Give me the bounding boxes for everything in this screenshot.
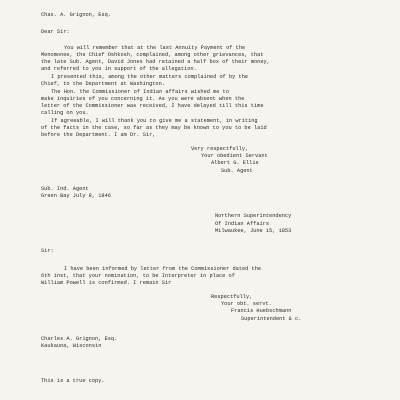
letter1-body-line: If agreeable, I will thank you to give me a statement, in writing bbox=[51, 118, 258, 124]
letter1-body-line: of the facts in the case, so far as they may be known to you to be laid bbox=[41, 125, 267, 131]
letter2-body-line: 6th inst, that your nomination, to be Interpreter in place of bbox=[41, 273, 235, 279]
letter1-body-line: letter of the Commissioner was received, I have delayed till this time bbox=[41, 103, 264, 109]
letter1-signature: Albert G. Ellis bbox=[211, 160, 259, 166]
letter1-body-line: Chief, to the Department at Washington. bbox=[41, 81, 165, 87]
letter2-header-line: Milwaukee, June 15, 1853 bbox=[215, 228, 292, 234]
letter1-body-line: the late Sub. Agent, David Jones had retained a half box of their money, bbox=[41, 59, 270, 65]
letter1-body-line: I presented this, among the other matters complained of by the bbox=[51, 74, 249, 80]
letter1-body-line: You will remember that at the last Annuity Payment of the bbox=[64, 45, 246, 51]
letter2-header-line: Northern Superintendency bbox=[215, 213, 292, 219]
letter1-body-line: before the Department. I am Dr. Sir, bbox=[41, 132, 156, 138]
letter2-body-line: William Powell is confirmed. I remain Sir bbox=[41, 280, 172, 286]
letter1-closing-line: Your obedient Servant bbox=[201, 153, 268, 159]
letter2-body-line: I have been informed by letter from the Commissioner dated the bbox=[64, 266, 262, 272]
letter1-body-line: The Hon. the Commissioner of Indian affairs wished me to bbox=[51, 89, 230, 95]
letter2-signature: Francis Huebschmann bbox=[231, 308, 292, 314]
letter1-body-line: calling on you. bbox=[41, 110, 89, 116]
letter2-closing-line: Your obt. servt. bbox=[221, 301, 272, 307]
letter1-body-line: Menomonee, the Chief Oshkosh, complained, among other grievances, that bbox=[41, 52, 264, 58]
letter1-addressee: Chas. A. Grignon, Esq. bbox=[41, 12, 111, 18]
letter1-body-line: and referred to you in support of the allegation. bbox=[41, 66, 197, 72]
letter1-body-line: make inquiries of you concerning it. As you were absent when the bbox=[41, 96, 245, 102]
letter2-addressee-line: Charles A. Grignon, Esq. bbox=[41, 336, 118, 342]
letter1-closing-line: Sub. Agent bbox=[221, 168, 253, 174]
letter2-header-line: Of Indian Affairs bbox=[215, 221, 270, 227]
letter1-dateline: Sub. Ind. Agent bbox=[41, 186, 89, 192]
letter1-closing-line: Very respectfully, bbox=[191, 146, 249, 152]
letter1-salutation: Dear Sir: bbox=[41, 29, 70, 35]
letter1-dateline: Green Bay July 8, 1846 bbox=[41, 193, 111, 199]
letter2-closing-line: Respectfully, bbox=[211, 294, 253, 300]
letter2-salutation: Sir: bbox=[41, 248, 54, 254]
true-copy-note: This is a true copy. bbox=[41, 378, 105, 384]
letter2-closing-line: Superintendent & c. bbox=[241, 316, 302, 322]
letter2-addressee-line: Kaukauna, Wisconsin bbox=[41, 343, 102, 349]
